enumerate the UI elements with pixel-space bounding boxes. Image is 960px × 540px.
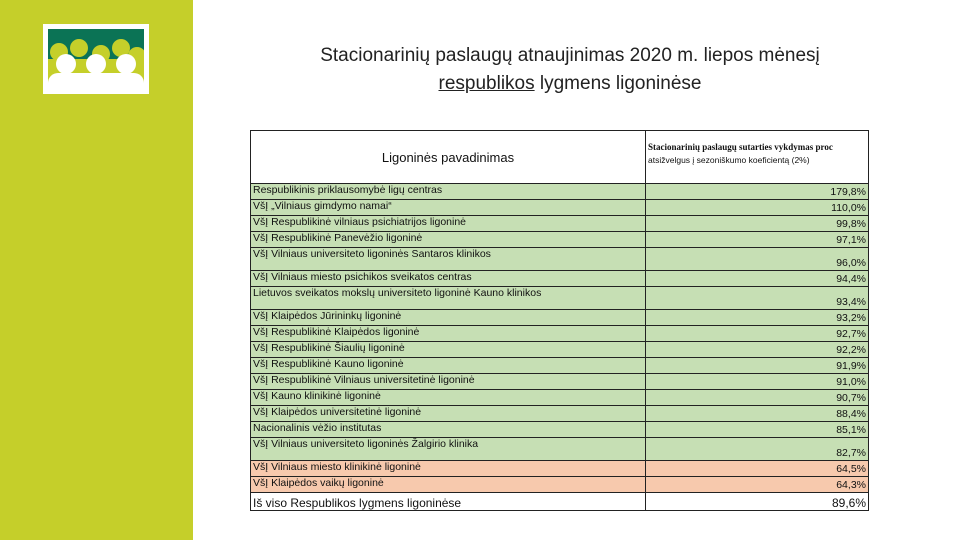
hospital-name: VšĮ Klaipėdos Jūrininkų ligoninė — [251, 310, 646, 326]
header-value-line2: atsižvelgus į sezoniškumo koeficientą (2%) — [648, 155, 810, 165]
hospital-value: 90,7% — [646, 390, 869, 406]
hospital-value: 88,4% — [646, 406, 869, 422]
hospital-value: 64,5% — [646, 461, 869, 477]
total-row — [251, 493, 869, 511]
table-row — [251, 216, 869, 232]
hospital-name: VšĮ Respublikinė Šiaulių ligoninė — [251, 342, 646, 358]
header-name: Ligoninės pavadinimas — [251, 131, 646, 184]
table-row — [251, 271, 869, 287]
hospital-name: Nacionalinis vėžio institutas — [251, 422, 646, 438]
hospital-name: Lietuvos sveikatos mokslų universiteto ligoninė Kauno klinikos — [251, 287, 646, 310]
hospital-value: 97,1% — [646, 232, 869, 248]
table-row — [251, 184, 869, 200]
logo-people-icon — [43, 24, 149, 94]
table-row — [251, 200, 869, 216]
hospital-name: VšĮ Klaipėdos universitetinė ligoninė — [251, 406, 646, 422]
table-row — [251, 390, 869, 406]
hospital-value: 91,0% — [646, 374, 869, 390]
table-row — [251, 310, 869, 326]
hospital-table — [250, 130, 869, 511]
table-row — [251, 422, 869, 438]
header-value-line1: Stacionarinių paslaugų sutarties vykdymas proc — [648, 142, 833, 152]
hospital-name: VšĮ „Vilniaus gimdymo namai“ — [251, 200, 646, 216]
total-label: Iš viso Respublikos lygmens ligoninėse — [251, 493, 646, 511]
table-row — [251, 461, 869, 477]
hospital-name: VšĮ Respublikinė Panevėžio ligoninė — [251, 232, 646, 248]
hospital-value: 82,7% — [646, 438, 869, 461]
hospital-name: VšĮ Respublikinė Klaipėdos ligoninė — [251, 326, 646, 342]
hospital-value: 64,3% — [646, 477, 869, 493]
hospital-name: VšĮ Vilniaus universiteto ligoninės Santaros klinikos — [251, 248, 646, 271]
hospital-name: VšĮ Vilniaus miesto klinikinė ligoninė — [251, 461, 646, 477]
table-row — [251, 438, 869, 461]
sidebar-band — [0, 0, 193, 540]
table-row — [251, 358, 869, 374]
hospital-value: 92,2% — [646, 342, 869, 358]
page-title — [260, 42, 880, 98]
hospital-value: 99,8% — [646, 216, 869, 232]
total-value: 89,6% — [646, 493, 869, 511]
table-row — [251, 232, 869, 248]
table-row — [251, 326, 869, 342]
table-row — [251, 248, 869, 271]
hospital-name: VšĮ Respublikinė vilniaus psichiatrijos ligoninė — [251, 216, 646, 232]
hospital-name: Respublikinis priklausomybė ligų centras — [251, 184, 646, 200]
hospital-value: 85,1% — [646, 422, 869, 438]
hospital-value: 92,7% — [646, 326, 869, 342]
hospital-value: 93,2% — [646, 310, 869, 326]
hospital-value: 179,8% — [646, 184, 869, 200]
hospital-name: VšĮ Vilniaus miesto psichikos sveikatos centras — [251, 271, 646, 287]
table-row — [251, 342, 869, 358]
title-underlined-word: respublikos — [438, 73, 535, 94]
hospital-name: VšĮ Respublikinė Kauno ligoninė — [251, 358, 646, 374]
hospital-value: 94,4% — [646, 271, 869, 287]
hospital-value: 110,0% — [646, 200, 869, 216]
hospital-name: VšĮ Klaipėdos vaikų ligoninė — [251, 477, 646, 493]
hospital-value: 91,9% — [646, 358, 869, 374]
table-row — [251, 287, 869, 310]
hospital-name: VšĮ Kauno klinikinė ligoninė — [251, 390, 646, 406]
title-line-1: Stacionarinių paslaugų atnaujinimas 2020 m. liepos mėnesį — [320, 45, 820, 66]
title-line-2: lygmens ligoninėse — [534, 73, 702, 94]
table-row — [251, 477, 869, 493]
header-value — [646, 131, 869, 184]
table-row — [251, 406, 869, 422]
table-row — [251, 374, 869, 390]
hospital-value: 93,4% — [646, 287, 869, 310]
hospital-name: VšĮ Vilniaus universiteto ligoninės Žalgirio klinika — [251, 438, 646, 461]
hospital-name: VšĮ Respublikinė Vilniaus universitetinė ligoninė — [251, 374, 646, 390]
table-header — [251, 131, 869, 184]
hospital-value: 96,0% — [646, 248, 869, 271]
